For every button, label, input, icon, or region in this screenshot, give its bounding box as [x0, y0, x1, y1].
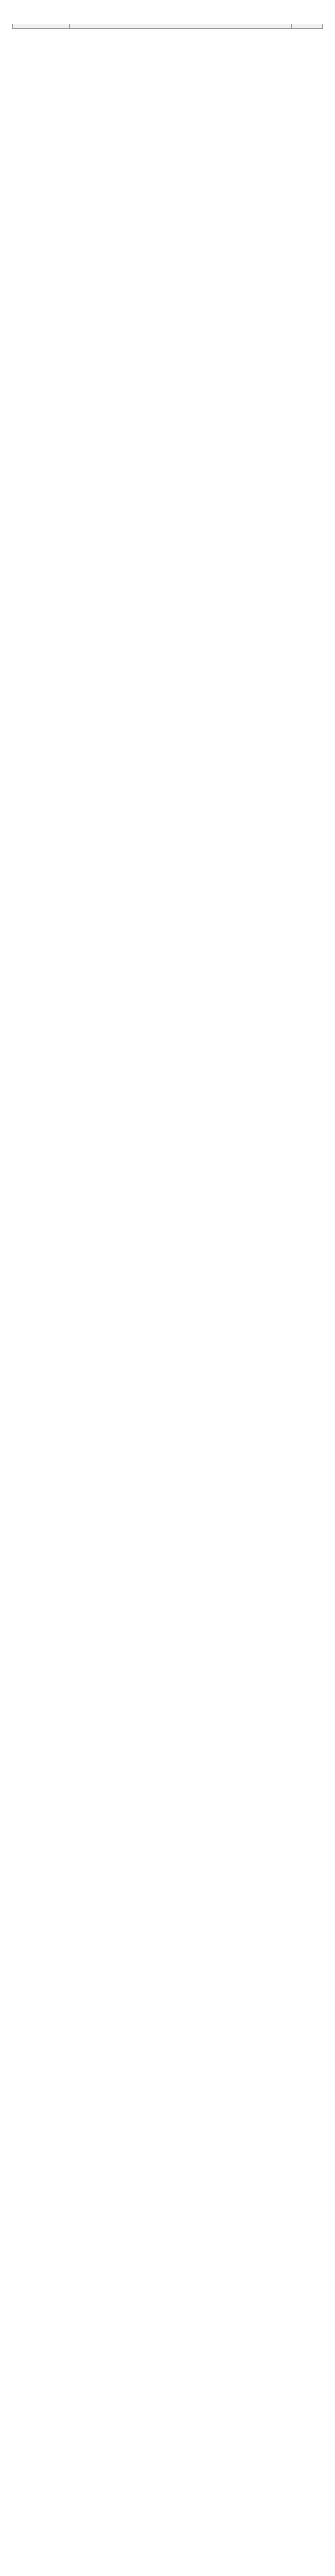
col-header-name: [70, 24, 157, 29]
award-table: [12, 24, 323, 29]
col-header-unit: [292, 24, 323, 29]
col-header-people: [157, 24, 292, 29]
col-header-no: [13, 24, 30, 29]
award-list-page: [0, 0, 335, 41]
document-title: [12, 8, 323, 19]
table-header-row: [13, 24, 323, 29]
col-header-code: [30, 24, 70, 29]
